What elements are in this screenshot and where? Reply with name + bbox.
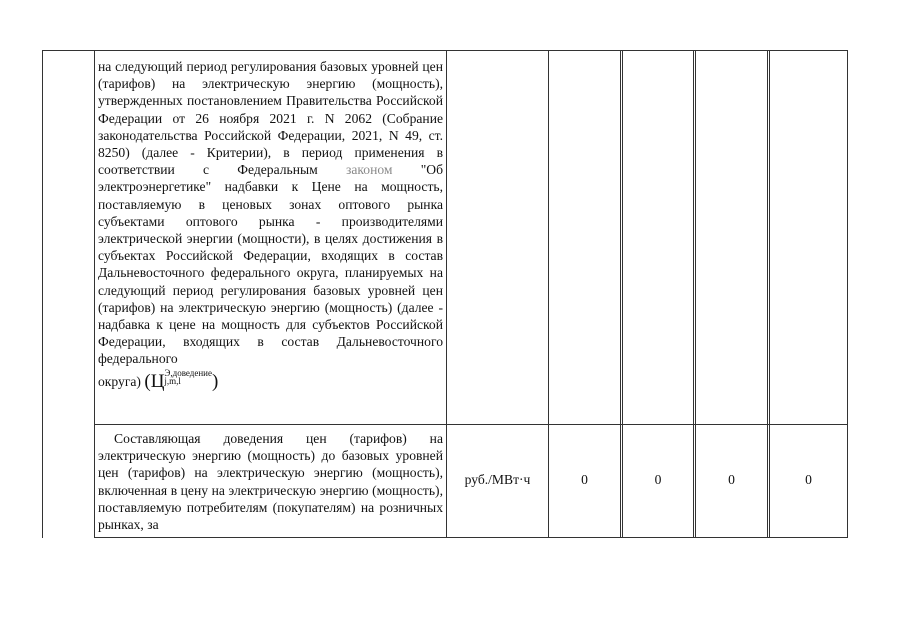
row2-value-2: 0 bbox=[654, 472, 662, 487]
column-divider bbox=[622, 50, 623, 538]
row1-description bbox=[98, 58, 443, 390]
column-divider bbox=[548, 50, 549, 538]
column-divider bbox=[769, 50, 770, 538]
row1-text-link-law[interactable]: законом bbox=[345, 162, 393, 178]
row-divider bbox=[94, 424, 848, 425]
formula-symbol: Ц bbox=[150, 370, 165, 392]
row1-text-part1: на следующий период регулирования базовых уровней цен (тарифов) на электрическую энергию (мощность), утвержденных постановлением Правительства Российской Федерации от 26 ноября 2021 г. N 2062 (Собрание законодательства Российской Федерации, 2021, N 49, ст. 8250) (далее - Критерии), в период применения в соответствии с Федеральным bbox=[98, 59, 443, 178]
row1-formula bbox=[144, 367, 219, 392]
formula-superscript: Э,доведение bbox=[164, 367, 212, 378]
formula-subscript: j,m,l bbox=[164, 375, 181, 386]
row2-value-3: 0 bbox=[728, 472, 735, 487]
column-divider bbox=[767, 50, 768, 538]
row2-value-4: 0 bbox=[805, 472, 812, 487]
table-border-top bbox=[42, 50, 848, 51]
column-divider bbox=[94, 50, 95, 538]
row1-text-last-line: округа) bbox=[98, 373, 141, 389]
formula-close-paren: ) bbox=[211, 370, 219, 392]
column-divider bbox=[620, 50, 621, 538]
column-divider bbox=[695, 50, 696, 538]
column-divider bbox=[693, 50, 694, 538]
row2-description bbox=[98, 430, 443, 533]
row2-value-1: 0 bbox=[581, 472, 588, 487]
row2-text: Составляющая доведения цен (тарифов) на электрическую энергию (мощность) до базовых уровней цен (тарифов) на электрическую энергию (мощность), включенная в цену на электрическую энергию (мощность), поставляемую потребителям (покупателям) на розничных рынках, за bbox=[98, 431, 443, 533]
row1-text-part2: "Об электроэнергетике" надбавки к Цене на мощность, поставляемую в ценовых зонах оптового рынка субъектами оптового рынка - производителями электрической энергии (мощности), в целях достижения в субъектах Российской Федерации, входящих в состав Дальневосточного федерального округа, планируемых на следующий период регулирования базовых уровней цен (тарифов) на электрическую энергию (мощность) (далее - надбавка к цене на мощность для субъектов Российской Федерации, входящих в состав Дальневосточного федерального bbox=[98, 162, 443, 367]
formula-open-paren: ( bbox=[144, 370, 151, 392]
formula-indices bbox=[164, 369, 212, 385]
column-divider bbox=[446, 50, 447, 538]
table-border-right bbox=[847, 50, 848, 538]
table-border-bottom bbox=[94, 537, 848, 538]
table-border-left bbox=[42, 50, 43, 538]
row2-unit: руб./МВт·ч bbox=[464, 472, 531, 487]
